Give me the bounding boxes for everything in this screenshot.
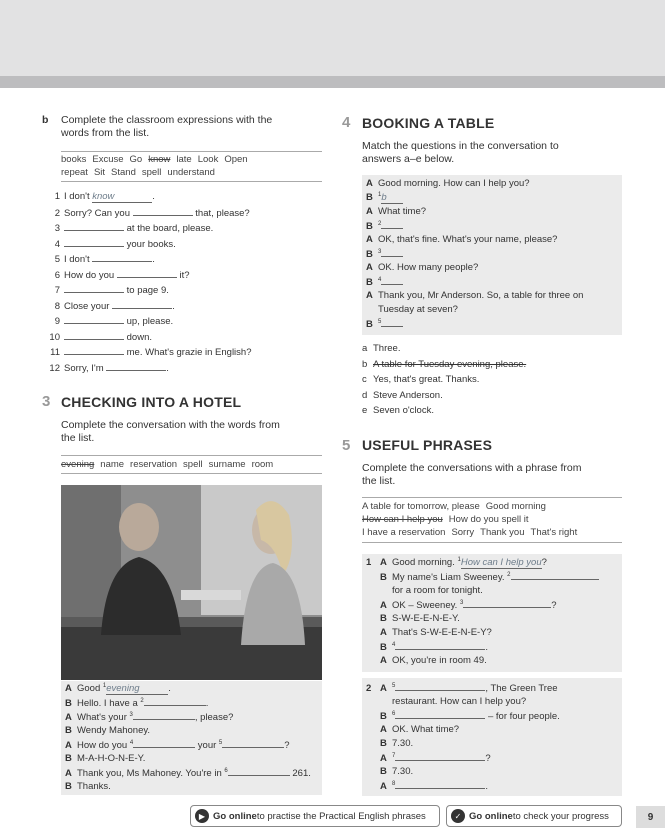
item-number: 12 <box>49 362 60 374</box>
dialogue-line <box>366 234 557 245</box>
dialogue-line <box>65 739 290 751</box>
line-text: ? <box>284 740 290 751</box>
answer-blank[interactable] <box>64 284 124 293</box>
speaker: B <box>65 725 72 736</box>
dialogue-line <box>366 318 403 330</box>
answer-blank[interactable] <box>463 599 551 608</box>
speaker: A <box>366 234 373 245</box>
speaker: B <box>65 753 72 764</box>
list-phrase: That's right <box>530 527 578 538</box>
answer-blank[interactable] <box>106 362 166 371</box>
item-number: 3 <box>54 223 60 234</box>
line-text: OK. How many people? <box>378 262 479 273</box>
item-text: Sorry, I'm <box>64 362 107 374</box>
button-label: to check your progress <box>512 810 609 822</box>
line-text: What's your <box>77 712 130 723</box>
exercise-item <box>46 346 251 358</box>
speaker: A <box>380 600 387 611</box>
gap-number: 3 <box>129 711 133 718</box>
speaker: B <box>380 642 387 653</box>
gap-number: 1 <box>102 683 107 689</box>
line-text: Good morning. How can I help you? <box>378 178 530 189</box>
item-number: 1 <box>54 191 60 202</box>
list-word: surname <box>208 459 246 470</box>
item-text: Close your <box>64 300 113 312</box>
speaker: B <box>366 319 373 330</box>
speaker: A <box>380 724 387 735</box>
speaker: A <box>380 683 387 694</box>
line-text: ? <box>551 600 557 611</box>
gap-number: 6 <box>392 710 396 717</box>
dialogue-line <box>366 206 426 217</box>
answer-blank[interactable] <box>64 331 124 340</box>
line-text: OK – Sweeney. <box>392 600 460 611</box>
line-text: for a room for tonight. <box>392 585 483 596</box>
exercise-item <box>46 331 152 343</box>
list-phrase: Thank you <box>480 527 525 538</box>
check-progress-button[interactable] <box>446 805 622 827</box>
exercise-item <box>46 284 169 296</box>
divider <box>362 542 622 543</box>
line-text: , please? <box>194 712 234 723</box>
option-letter: a <box>362 343 368 354</box>
line-text: your <box>195 740 219 751</box>
item-text: . <box>152 254 155 265</box>
dialogue-line <box>366 557 547 569</box>
gap-number: 2 <box>140 697 144 704</box>
item-number: 6 <box>54 269 60 281</box>
item-text: me. What's grazie in English? <box>124 347 252 358</box>
gap-number: 7 <box>392 752 396 759</box>
dialogue-line <box>65 781 111 792</box>
item-text: I don't <box>64 254 93 265</box>
answer-blank[interactable] <box>395 641 485 650</box>
item-number: 4 <box>54 238 60 250</box>
list-word: Excuse <box>92 154 124 165</box>
line-text: Thanks. <box>77 781 111 792</box>
list-word: know <box>148 154 171 165</box>
dialogue-line <box>366 627 492 638</box>
exercise-item <box>46 191 155 203</box>
item-text: it? <box>176 269 190 281</box>
line-text: Wendy Mahoney. <box>77 725 151 736</box>
answer-option <box>362 359 526 370</box>
line-text: OK, that's fine. What's your name, please? <box>378 234 558 245</box>
answer-blank[interactable] <box>381 318 403 327</box>
section-4-title: BOOKING A TABLE <box>362 115 495 131</box>
exercise-item <box>46 269 190 281</box>
top-band <box>0 0 665 76</box>
answer-blank[interactable] <box>117 269 177 278</box>
dialogue-line <box>65 767 311 779</box>
answer-blank[interactable] <box>64 346 124 355</box>
speaker: B <box>380 738 387 749</box>
line-text: . <box>168 683 171 695</box>
divider <box>61 151 322 152</box>
instruction-line: Complete the conversation with the words from <box>61 419 280 431</box>
dialogue-line <box>366 682 558 694</box>
line-text: OK. What time? <box>392 724 460 735</box>
dialogue-line <box>366 738 413 749</box>
line-text: 7.30. <box>392 738 414 749</box>
list-word: Stand <box>111 167 136 178</box>
item-text: . <box>152 191 155 202</box>
section-b-instruction <box>61 114 272 140</box>
hotel-reception-photo <box>61 485 322 680</box>
list-word: evening <box>61 459 95 470</box>
answer-blank[interactable] <box>222 739 284 748</box>
line-text: Thank you, Mr Anderson. So, a table for three on <box>378 290 584 301</box>
dialogue-line <box>366 724 459 735</box>
line-text: – for four people. <box>485 711 560 722</box>
line-text: M-A-H-O-N-E-Y. <box>77 753 146 764</box>
word-row <box>61 153 322 166</box>
answer-blank[interactable] <box>395 710 485 719</box>
instruction-line: Complete the classroom expressions with the <box>61 114 273 126</box>
photo-illustration <box>61 485 322 680</box>
answer-blank[interactable] <box>133 711 195 720</box>
dialogue-line <box>366 599 557 611</box>
handwritten-answer: evening <box>106 683 168 695</box>
gap-number: 4 <box>129 739 134 746</box>
speaker: A <box>366 262 373 273</box>
exercise-item <box>46 362 169 374</box>
dialogue-line <box>366 641 488 653</box>
exercise-item <box>46 222 213 234</box>
dialogue-line <box>65 683 171 695</box>
button-label: to practise the Practical English phrases <box>256 810 426 822</box>
line-text: 261. <box>289 768 311 779</box>
speaker: B <box>65 698 72 709</box>
answer-blank[interactable] <box>381 220 403 229</box>
top-divider <box>0 76 665 88</box>
instruction-line: answers a–e below. <box>362 153 455 165</box>
phrase-row <box>362 500 622 513</box>
section-5-number: 5 <box>342 437 351 454</box>
gap-number: 1 <box>378 192 382 198</box>
word-list-b <box>61 153 322 179</box>
speaker: A <box>65 683 72 695</box>
item-number: 2 <box>54 207 60 219</box>
line-text: . <box>205 698 209 709</box>
dialogue-line <box>366 290 583 301</box>
section-5-instruction <box>362 462 581 488</box>
line-text: , The Green Tree <box>485 683 558 694</box>
answer-option <box>362 390 443 401</box>
dialogue-line <box>65 753 145 764</box>
item-text: your books. <box>124 238 176 250</box>
instruction-line: Match the questions in the conversation to <box>362 140 559 152</box>
line-text: Good <box>77 683 103 695</box>
speaker: A <box>380 655 387 666</box>
option-letter: e <box>362 405 368 416</box>
answer-option <box>362 405 434 416</box>
speaker: B <box>366 221 373 232</box>
answer-blank[interactable] <box>64 222 124 231</box>
word-list-3 <box>61 458 322 471</box>
speaker: B <box>65 781 72 792</box>
gap-number: 2 <box>378 220 382 227</box>
dialogue-line <box>366 780 488 792</box>
line-text: That's S-W-E-E-N-E-Y? <box>392 627 492 638</box>
button-label-bold: Go online <box>213 810 257 822</box>
list-word: room <box>251 459 274 470</box>
dialogue-line <box>366 178 530 189</box>
handwritten-answer: b <box>381 192 403 204</box>
conversation-number: 2 <box>366 683 372 694</box>
exercise-item <box>46 315 173 327</box>
dialogue-line <box>366 696 526 707</box>
section-3-title: CHECKING INTO A HOTEL <box>61 394 242 410</box>
answer-blank[interactable] <box>395 682 485 691</box>
option-letter: c <box>362 374 367 385</box>
speaker: A <box>380 627 387 638</box>
list-phrase: How do you spell it <box>448 514 529 525</box>
dialogue-line <box>366 613 460 624</box>
list-word: Go <box>129 154 143 165</box>
speaker: B <box>380 711 387 722</box>
dialogue-line <box>366 766 413 777</box>
answer-blank[interactable] <box>144 697 206 706</box>
line-text: Good morning. <box>392 557 458 569</box>
speaker: B <box>366 277 373 288</box>
line-text: restaurant. How can I help you? <box>392 696 527 707</box>
line-text: Thank you, Ms Mahoney. You're in <box>77 768 225 779</box>
dialogue-line <box>65 725 150 736</box>
divider <box>61 455 322 456</box>
list-word: Look <box>197 154 219 165</box>
option-text: Seven o'clock. <box>373 405 434 416</box>
line-text: Hello. I have a <box>77 698 141 709</box>
gap-number: 3 <box>378 248 382 255</box>
list-word: spell <box>183 459 203 470</box>
item-text: down. <box>124 331 152 343</box>
section-3-instruction <box>61 419 280 445</box>
list-word: understand <box>167 167 215 178</box>
list-phrase: Sorry <box>451 527 475 538</box>
dialogue-line <box>366 262 478 273</box>
item-text: . <box>172 300 175 312</box>
dialogue-line <box>65 711 233 723</box>
dialogue-line <box>366 585 483 596</box>
line-text: OK, you're in room 49. <box>392 655 487 666</box>
item-text: I don't <box>64 191 93 202</box>
list-phrase: I have a reservation <box>362 527 446 538</box>
list-phrase: How can I help you <box>362 514 443 525</box>
line-text: What time? <box>378 206 427 217</box>
exercise-item <box>46 253 155 265</box>
speaker: B <box>380 572 387 583</box>
item-text: How do you <box>64 269 117 281</box>
list-phrase: A table for tomorrow, please <box>362 501 480 512</box>
list-word: name <box>100 459 125 470</box>
list-word: repeat <box>61 167 88 178</box>
word-row <box>61 166 322 179</box>
line-text: How do you <box>77 740 130 751</box>
item-number: 10 <box>49 331 60 343</box>
handwritten-answer: know <box>92 191 152 203</box>
answer-blank[interactable] <box>395 780 485 789</box>
item-number: 7 <box>54 285 60 296</box>
option-text: Three. <box>373 343 401 354</box>
item-number: 5 <box>54 254 60 265</box>
list-word: spell <box>141 167 162 178</box>
gap-number: 4 <box>378 276 382 283</box>
speaker: B <box>366 249 373 260</box>
exercise-item <box>46 300 175 312</box>
item-text: at the board, please. <box>124 223 214 234</box>
speaker: A <box>380 557 387 569</box>
phrase-row <box>362 526 622 539</box>
answer-blank[interactable] <box>381 248 403 257</box>
item-text: that, please? <box>192 207 250 219</box>
list-word: Open <box>224 154 248 165</box>
speaker: A <box>366 206 373 217</box>
instruction-line: the list. <box>362 475 396 487</box>
gap-number: 8 <box>392 780 396 787</box>
speaker: A <box>65 768 72 779</box>
gap-number: 4 <box>392 641 396 648</box>
answer-blank[interactable] <box>133 739 195 748</box>
divider <box>362 497 622 498</box>
gap-number: 2 <box>507 571 511 578</box>
line-text: . <box>485 642 488 653</box>
list-word: reservation <box>130 459 178 470</box>
dialogue-line <box>65 697 208 709</box>
option-text: Steve Anderson. <box>373 389 443 401</box>
instruction-line: words from the list. <box>61 127 150 139</box>
exercise-item <box>46 207 250 219</box>
line-text: . <box>485 781 488 792</box>
instruction-line: the list. <box>61 432 95 444</box>
answer-blank[interactable] <box>112 300 172 309</box>
phrase-row <box>362 513 622 526</box>
list-word: Sit <box>93 167 106 178</box>
answer-blank[interactable] <box>133 207 193 216</box>
practise-online-button[interactable] <box>190 805 440 827</box>
gap-number: 5 <box>392 682 396 689</box>
line-text: S-W-E-E-N-E-Y. <box>392 613 460 624</box>
gap-number: 1 <box>457 557 461 563</box>
option-letter: d <box>362 389 368 401</box>
section-3-number: 3 <box>42 393 51 410</box>
divider <box>61 181 322 182</box>
conversation-number: 1 <box>366 557 372 569</box>
gap-number: 6 <box>224 767 228 774</box>
dialogue-line <box>366 655 487 666</box>
answer-blank[interactable] <box>64 315 124 324</box>
option-letter: b <box>362 358 368 370</box>
instruction-line: Complete the conversations with a phrase from <box>362 462 582 474</box>
divider <box>61 473 322 474</box>
gap-number: 3 <box>459 599 464 606</box>
section-4-instruction <box>362 140 559 166</box>
dialogue-line <box>366 220 403 232</box>
dialogue-line <box>366 710 560 722</box>
option-text: Yes, that's great. Thanks. <box>373 374 480 385</box>
section-4-number: 4 <box>342 114 351 131</box>
speaker: B <box>366 192 373 204</box>
section-5-title: USEFUL PHRASES <box>362 437 493 453</box>
speaker: A <box>65 740 72 751</box>
list-word: late <box>176 154 192 165</box>
handwritten-answer: How can I help you <box>460 557 542 569</box>
section-b-letter: b <box>42 114 49 126</box>
list-word: books <box>61 154 87 165</box>
speaker: A <box>380 781 387 792</box>
gap-number: 5 <box>218 739 223 746</box>
item-number: 9 <box>54 316 60 327</box>
list-phrase: Good morning <box>485 501 546 512</box>
line-text: My name's Liam Sweeney. <box>392 572 508 583</box>
answer-blank[interactable] <box>381 276 403 285</box>
page-number: 9 <box>636 806 665 828</box>
gap-number: 5 <box>378 318 382 325</box>
line-text: ? <box>485 753 491 764</box>
line-text: ? <box>541 557 547 569</box>
answer-blank[interactable] <box>395 752 485 761</box>
line-text: Tuesday at seven? <box>378 304 458 315</box>
dialogue-line <box>366 276 403 288</box>
answer-option <box>362 343 400 354</box>
option-text: A table for Tuesday evening, please. <box>373 358 527 370</box>
answer-blank[interactable] <box>228 767 290 776</box>
speaker: B <box>380 766 387 777</box>
answer-blank[interactable] <box>92 253 152 262</box>
item-text: up, please. <box>124 316 174 327</box>
dialogue-line <box>366 192 403 204</box>
speaker: A <box>366 290 373 301</box>
item-text: Sorry? Can you <box>64 207 133 219</box>
phrase-list-5 <box>362 500 622 539</box>
item-number: 11 <box>50 347 60 358</box>
speaker: A <box>380 753 387 764</box>
item-text: . <box>166 362 169 374</box>
answer-blank[interactable] <box>511 571 599 580</box>
checkmark-icon: ✓ <box>451 809 465 823</box>
item-number: 8 <box>54 300 60 312</box>
dialogue-line <box>366 571 599 583</box>
speaker: B <box>380 613 387 624</box>
speaker: A <box>65 712 72 723</box>
dialogue-line <box>366 752 491 764</box>
answer-blank[interactable] <box>64 238 124 247</box>
cursor-icon: ▶ <box>195 809 209 823</box>
dialogue-line <box>378 304 458 315</box>
item-text: to page 9. <box>124 285 169 296</box>
dialogue-line <box>366 248 403 260</box>
button-label-bold: Go online <box>469 810 513 822</box>
line-text: 7.30. <box>392 766 414 777</box>
speaker: A <box>366 178 373 189</box>
answer-option <box>362 374 479 385</box>
exercise-item <box>46 238 176 250</box>
